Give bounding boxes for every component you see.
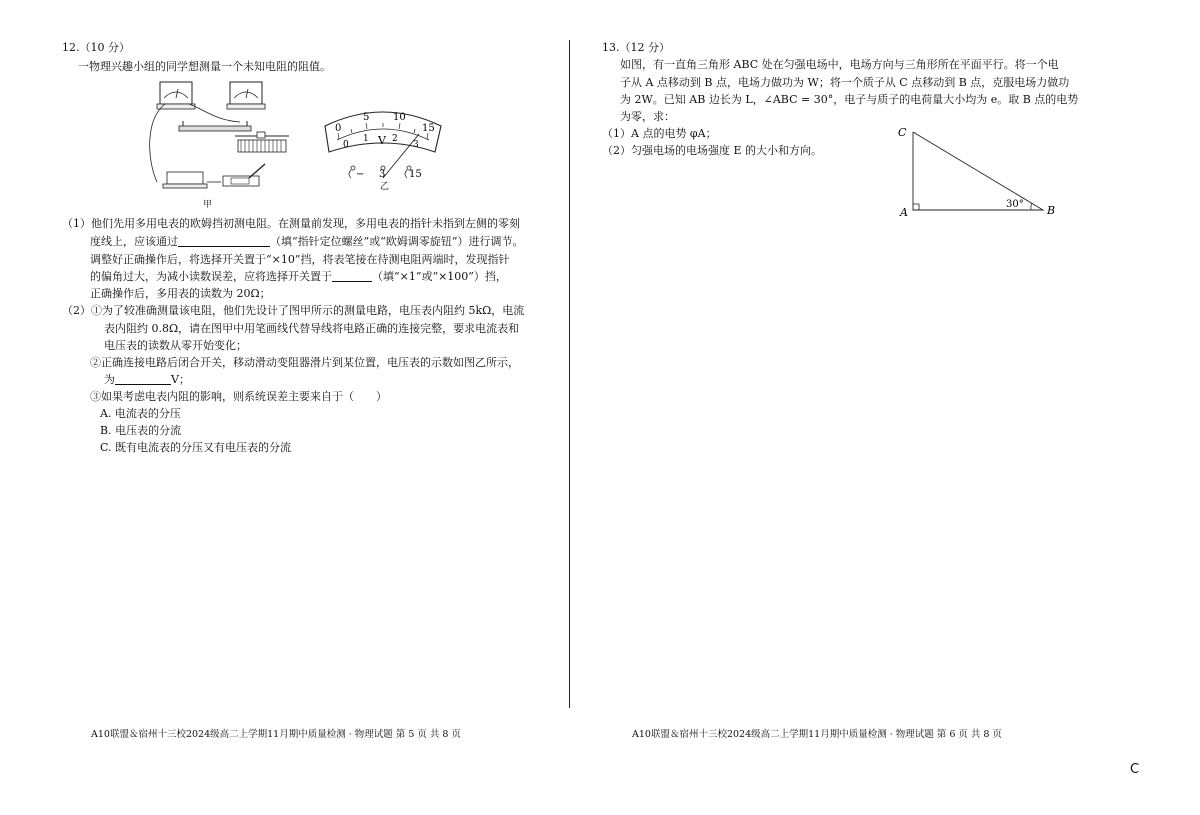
q12-p1-line3: 调整好正确操作后，将选择开关置于“×10”挡，将表笔接在待测电阻两端时，发现指针: [90, 253, 510, 266]
q12-p1-line2: 度线上，应该通过 （填“指针定位螺丝”或“欧姆调零旋钮”）进行调节。: [90, 235, 524, 248]
q13-line4: 为零，求：: [620, 110, 675, 123]
answer-blank-1[interactable]: [178, 234, 270, 247]
vertex-a: A: [900, 206, 908, 219]
scale-bottom-3: 3: [413, 140, 419, 150]
q13-header: 13.（12 分）: [602, 41, 670, 54]
q12-intro: 一物理兴趣小组的同学想测量一个未知电阻的阻值。: [78, 60, 331, 73]
column-divider: [569, 40, 570, 708]
answer-blank-3[interactable]: [115, 372, 171, 385]
vertex-c: C: [898, 126, 907, 139]
scale-top-0: 0: [335, 123, 342, 134]
scale-top-15: 15: [422, 123, 435, 134]
q12-p1-line4: 的偏角过大，为减小读数误差，应将选择开关置于 （填“×1”或“×100”）挡，: [90, 270, 507, 283]
meter-unit: V: [378, 134, 386, 147]
corner-mark: C: [1130, 762, 1140, 777]
terminal-neg: −: [356, 169, 365, 180]
terminal-3: 3: [379, 169, 386, 180]
circuit-figure: [145, 80, 305, 208]
option-a: A. 电流表的分压: [100, 407, 181, 420]
q12-p2-line6: ③如果考虑电表内阻的影响，则系统误差主要来自于（ ）: [90, 390, 387, 403]
q12-p1-line5: 正确操作后，多用表的读数为 20Ω；: [90, 287, 271, 300]
scale-top-5: 5: [363, 112, 370, 123]
q13-sub2: （2）匀强电场的电场强度 E 的大小和方向。: [602, 144, 823, 157]
fig-jia-label: 甲: [203, 200, 213, 210]
q13-line2: 子从 A 点移动到 B 点，电场力做功为 W；将一个质子从 C 点移动到 B 点，克服电场力做功: [620, 76, 1070, 89]
q12-p2-line3: 电压表的读数从零开始变化；: [104, 339, 247, 352]
footer-left: A10联盟＆宿州十三校2024级高二上学期11月期中质量检测 · 物理试题 第 5 页 共 8 页: [91, 729, 461, 740]
scale-bottom-2: 2: [392, 134, 398, 144]
q12-p2-line2: 表内阻约 0.8Ω，请在图甲中用笔画线代替导线将电路正确的连接完整，要求电流表和: [104, 322, 520, 335]
answer-blank-2[interactable]: [332, 269, 372, 282]
scale-top-10: 10: [393, 112, 406, 123]
scale-bottom-0: 0: [343, 140, 349, 150]
option-b: B. 电压表的分流: [100, 424, 182, 437]
vertex-b: B: [1047, 204, 1056, 217]
scale-bottom-1: 1: [363, 134, 369, 144]
q13-sub1: （1）A 点的电势 φA；: [602, 127, 717, 140]
triangle-figure: [895, 122, 1065, 226]
terminal-15: 15: [409, 169, 422, 180]
q13-line3: 为 2W。已知 AB 边长为 L，∠ABC = 30°，电子与质子的电荷量大小均为 e。取 B 点的电势: [620, 93, 1079, 106]
footer-right: A10联盟＆宿州十三校2024级高二上学期11月期中质量检测 · 物理试题 第 6 页 共 8 页: [632, 729, 1002, 740]
q12-p1-line1: （1）他们先用多用电表的欧姆挡初测电阻。在测量前发现，多用电表的指针未指到左侧的零刻: [62, 217, 520, 230]
voltmeter-figure: [323, 104, 443, 184]
option-c: C. 既有电流表的分压又有电压表的分流: [100, 441, 292, 454]
q12-header: 12.（10 分）: [62, 41, 130, 54]
q12-p2-line4: ②正确连接电路后闭合开关，移动滑动变阻器滑片到某位置，电压表的示数如图乙所示，: [90, 356, 519, 369]
q12-p2-line1: （2）①为了较准确测量该电阻，他们先设计了图甲所示的测量电路，电压表内阻约 5kΩ，电流: [62, 304, 525, 317]
q12-p2-line5: 为 V；: [104, 373, 190, 386]
fig-yi-label: 乙: [380, 182, 390, 192]
q13-line1: 如图，有一直角三角形 ABC 处在匀强电场中，电场方向与三角形所在平面平行。将一个电: [620, 58, 1059, 71]
angle-label: 30°: [1006, 199, 1024, 210]
